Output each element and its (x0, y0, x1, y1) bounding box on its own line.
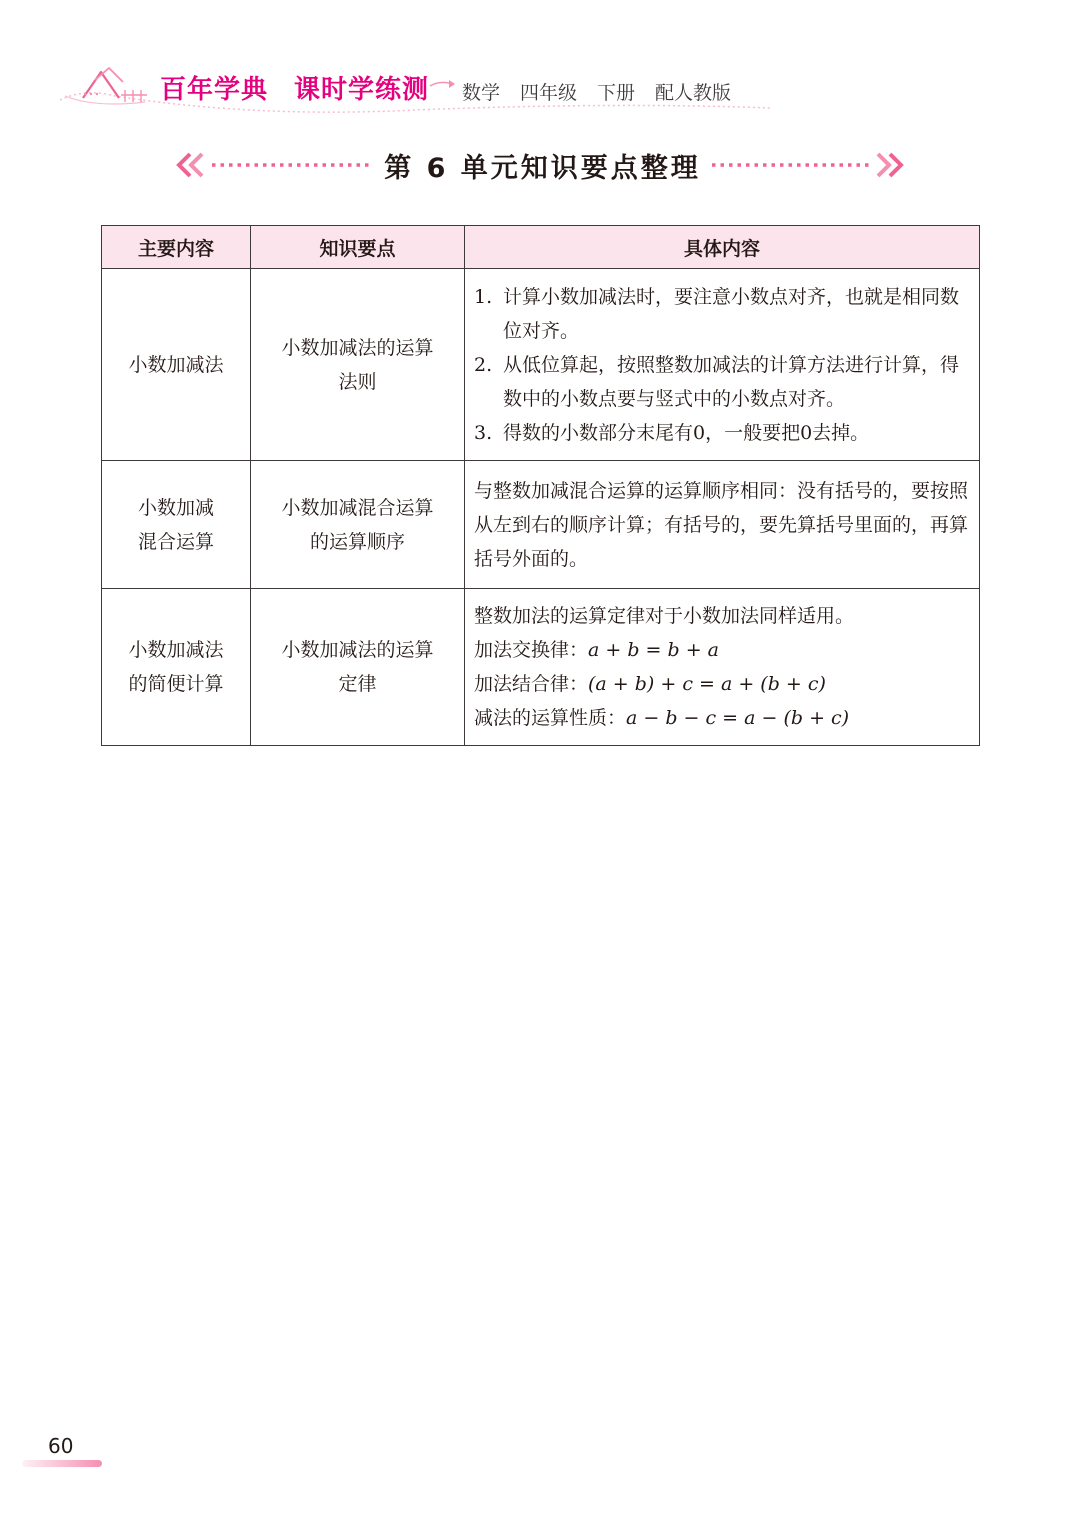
page-number-bar (22, 1460, 102, 1467)
dotted-line-left (212, 162, 372, 168)
detail-line (474, 667, 971, 701)
detail-line (474, 633, 971, 667)
detail-cell (465, 269, 980, 461)
law-label: 减法的运算性质： (474, 707, 627, 729)
subject-label: 数学 (462, 82, 501, 104)
topic-text: 小数加减法 (128, 353, 224, 376)
law-label: 整数加法的运算定律对于小数加法同样适用。 (474, 605, 855, 627)
point-cell (251, 269, 465, 461)
header-specific-content: 具体内容 (465, 226, 980, 269)
page-header (0, 0, 1080, 130)
law-formula: a − b − c = a − (b + c) (626, 707, 850, 729)
grade-label: 四年级 (520, 82, 578, 104)
table-row (102, 589, 980, 746)
series-name: 课时学练测 (294, 75, 430, 105)
page-title: 第 6 单元知识要点整理 (384, 153, 701, 184)
detail-line (474, 701, 971, 735)
detail-item (474, 348, 971, 416)
detail-line (474, 599, 971, 633)
topic-cell (102, 461, 251, 589)
item-number: 2. (474, 353, 493, 376)
dotted-line-right (710, 162, 870, 168)
table-row (102, 269, 980, 461)
brand-name: 百年学典 (160, 75, 269, 105)
item-number: 1. (474, 285, 493, 308)
table-header-row (102, 226, 980, 269)
double-chevron-right-icon (872, 152, 904, 178)
point-cell (251, 461, 465, 589)
detail-item (474, 416, 971, 450)
item-text: 从低位算起，按照整数加减法的计算方法进行计算，得数中的小数点要与竖式中的小数点对齐。 (503, 353, 960, 410)
double-chevron-left-icon (176, 152, 208, 178)
item-number: 3. (474, 421, 493, 444)
point-cell (251, 589, 465, 746)
section-title-row (0, 140, 1080, 190)
law-formula: a + b = b + a (588, 639, 719, 661)
header-knowledge-point: 知识要点 (251, 226, 465, 269)
item-text: 得数的小数部分末尾有0，一般要把0去掉。 (503, 421, 870, 444)
detail-text: 与整数加减混合运算的运算顺序相同：没有括号的，要按照从左到右的顺序计算；有括号的，要先算括号里面的，再算括号外面的。 (474, 479, 969, 570)
detail-cell (465, 589, 980, 746)
point-text: 小数加减法的运算法则 (281, 336, 434, 393)
topic-text: 小数加减法的简便计算 (128, 639, 224, 695)
detail-item (474, 280, 971, 348)
detail-cell (465, 461, 980, 589)
point-text: 小数加减法的运算定律 (281, 639, 434, 695)
volume-label: 下册 (597, 82, 636, 104)
edition-label: 配人教版 (655, 82, 732, 104)
law-label: 加法结合律： (474, 673, 589, 695)
page-number: 60 (48, 1434, 74, 1458)
law-formula: (a + b) + c = a + (b + c) (588, 673, 826, 695)
topic-cell (102, 589, 251, 746)
item-text: 计算小数加减法时，要注意小数点对齐，也就是相同数位对齐。 (503, 285, 960, 342)
law-label: 加法交换律： (474, 639, 589, 661)
header-main-content: 主要内容 (102, 226, 251, 269)
topic-text: 小数加减混合运算 (137, 496, 214, 553)
book-meta (462, 78, 731, 105)
point-text: 小数加减混合运算的运算顺序 (281, 496, 434, 553)
knowledge-table (101, 225, 980, 746)
table-row (102, 461, 980, 589)
topic-cell (102, 269, 251, 461)
